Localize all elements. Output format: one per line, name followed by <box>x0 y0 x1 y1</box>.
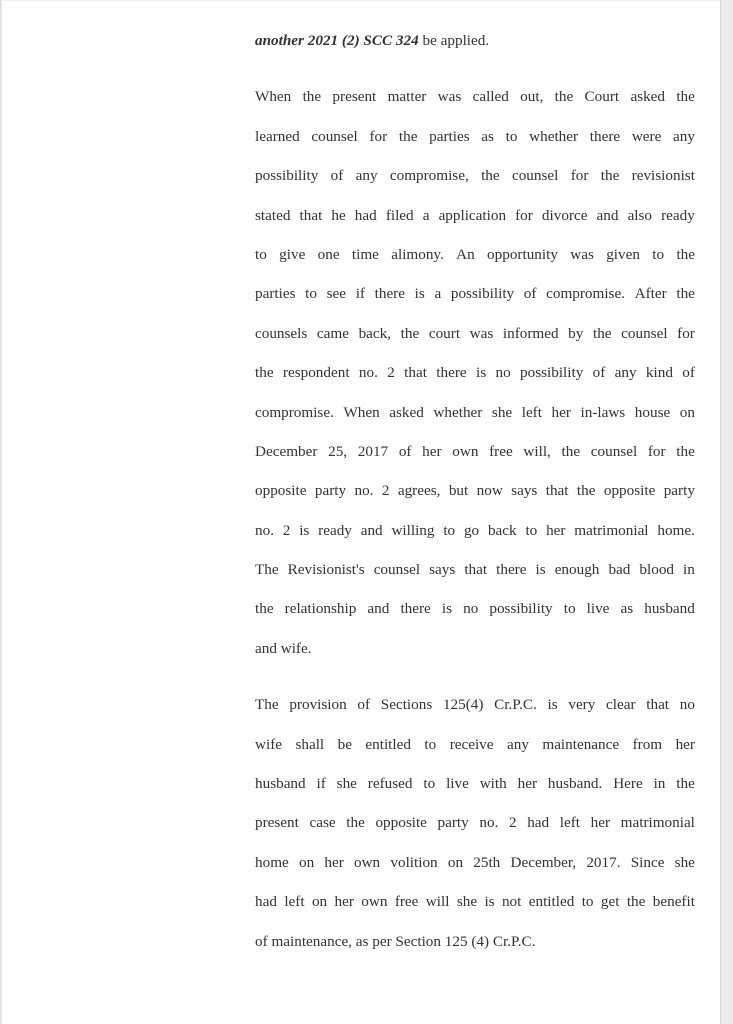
text-line: of maintenance, as per Section 125 (4) Cr.P.C. <box>255 932 536 950</box>
text-line: December 25, 2017 of her own free will, the counsel for the <box>255 442 695 460</box>
text-column <box>255 21 695 978</box>
page-right-edge-strip <box>720 0 733 1024</box>
text-line: learned counsel for the parties as to whether there were any <box>255 127 695 145</box>
page-top-edge <box>0 0 733 1</box>
citation-line <box>255 21 695 60</box>
text-line: to give one time alimony. An opportunity was given to the <box>255 245 695 263</box>
text-line: possibility of any compromise, the counsel for the revisionist <box>255 167 695 185</box>
case-citation: another 2021 (2) SCC 324 <box>255 32 419 49</box>
text-line: opposite party no. 2 agrees, but now says that the opposite party <box>255 482 695 500</box>
page-left-edge <box>0 0 2 1024</box>
text-line: The Revisionist's counsel says that there is enough bad blood in <box>255 561 695 579</box>
text-line: When the present matter was called out, the Court asked the <box>255 88 695 106</box>
text-line: present case the opposite party no. 2 had left her matrimonial <box>255 814 695 832</box>
text-line: parties to see if there is a possibility of compromise. After the <box>255 285 695 303</box>
text-line: wife shall be entitled to receive any maintenance from her <box>255 735 695 753</box>
paragraph <box>255 21 695 60</box>
citation-tail-text: be applied. <box>418 32 490 49</box>
text-line: The provision of Sections 125(4) Cr.P.C. is very clear that no <box>255 696 695 714</box>
text-line: counsels came back, the court was informed by the counsel for <box>255 324 695 342</box>
text-line: husband if she refused to live with her husband. Here in the <box>255 775 695 793</box>
text-line: had left on her own free will she is not entitled to get the benefit <box>255 893 695 911</box>
text-line: the relationship and there is no possibility to live as husband <box>255 600 695 618</box>
paragraph <box>255 77 695 668</box>
paragraph <box>255 685 695 961</box>
text-line: home on her own volition on 25th December, 2017. Since she <box>255 853 695 871</box>
text-line: no. 2 is ready and willing to go back to her matrimonial home. <box>255 521 695 539</box>
text-line: the respondent no. 2 that there is no possibility of any kind of <box>255 364 695 382</box>
text-line: compromise. When asked whether she left her in-laws house on <box>255 403 695 421</box>
text-line: stated that he had filed a application for divorce and also ready <box>255 206 695 224</box>
text-line: and wife. <box>255 639 312 657</box>
